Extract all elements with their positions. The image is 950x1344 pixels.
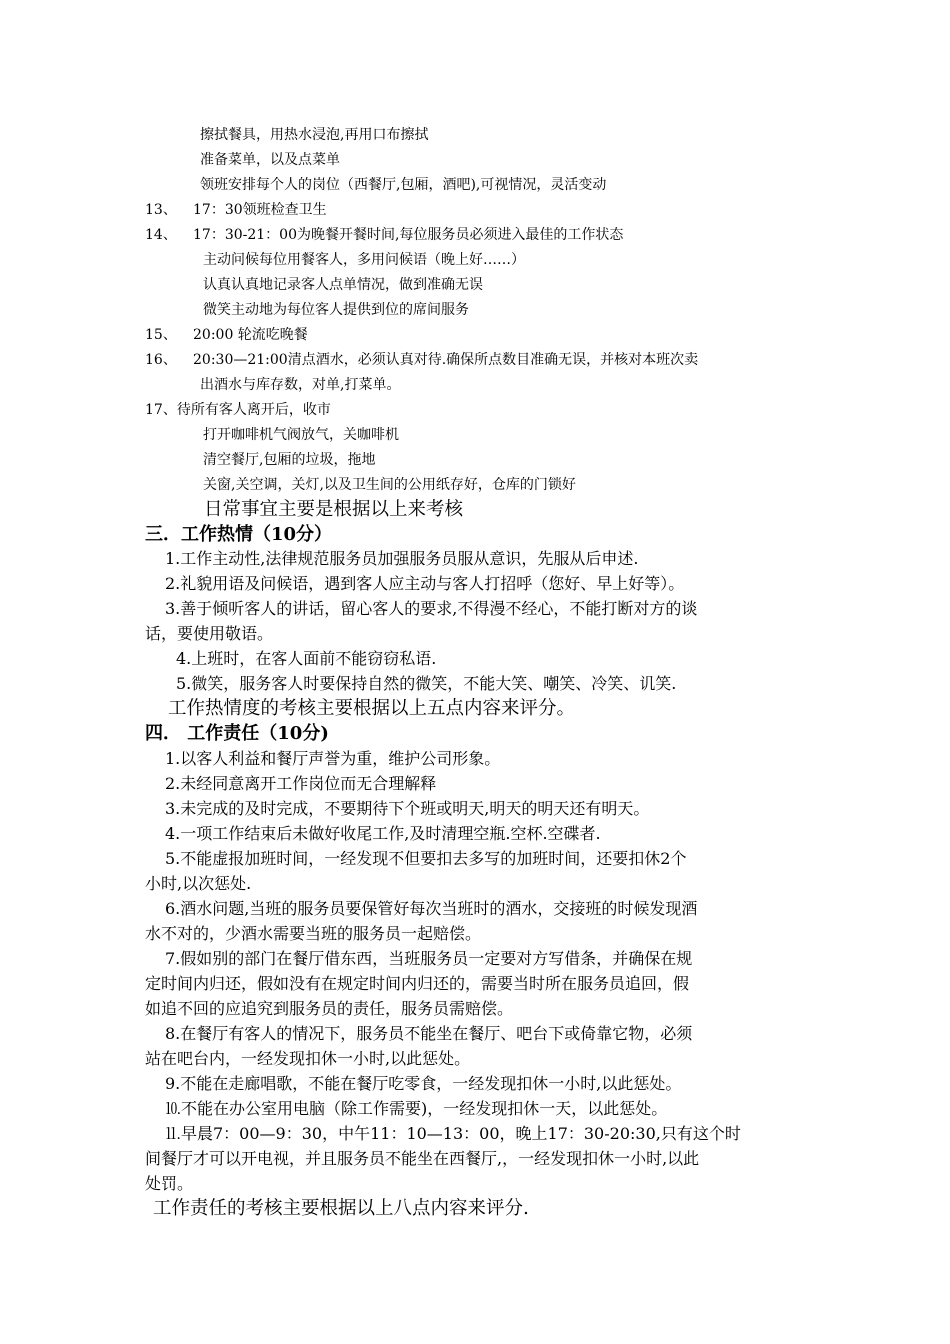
schedule-line: 擦拭餐具，用热水浸泡,再用口布擦拭 — [200, 127, 429, 143]
schedule-item-16 — [145, 353, 698, 367]
schedule-item-17: 17、待所有客人离开后，收市 — [145, 402, 331, 418]
section-summary: 工作责任的考核主要根据以上八点内容来评分. — [153, 1198, 529, 1219]
paragraph: 9.不能在走廊唱歌，不能在餐厅吃零食，一经发现扣休一小时,以此惩处。 — [165, 1074, 682, 1093]
item-number: 16、 — [145, 352, 177, 368]
schedule-line: 微笑主动地为每位客人提供到位的席间服务 — [203, 302, 469, 318]
paragraph: 1.工作主动性,法律规范服务员加强服务员服从意识，先服从后申述. — [165, 549, 639, 568]
item-number: 15、 — [145, 327, 177, 343]
item-text: 17：30领班检查卫生 — [193, 202, 327, 218]
paragraph: 5.微笑，服务客人时要保持自然的微笑，不能大笑、嘲笑、冷笑、讥笑. — [176, 674, 677, 693]
schedule-summary: 日常事宜主要是根据以上来考核 — [204, 499, 464, 520]
paragraph: 如追不回的应追究到服务员的责任，服务员需赔偿。 — [145, 999, 514, 1018]
paragraph: 处罚。 — [145, 1174, 194, 1193]
schedule-line: 清空餐厅,包厢的垃圾，拖地 — [203, 452, 376, 468]
paragraph: 7.假如别的部门在餐厅借东西，当班服务员一定要对方写借条，并确保在规 — [165, 949, 693, 968]
schedule-line: 出酒水与库存数，对单,打菜单。 — [200, 377, 401, 393]
paragraph: 定时间内归还，假如没有在规定时间内归还的，需要当时所在服务员追回，假 — [145, 974, 690, 993]
paragraph: 6.酒水问题,当班的服务员要保管好每次当班时的酒水，交接班的时候发现酒 — [165, 899, 698, 918]
section-heading-4: 四． 工作责任（10分) — [145, 723, 329, 744]
paragraph: 3.未完成的及时完成，不要期待下个班或明天,明天的明天还有明天。 — [165, 799, 650, 818]
paragraph: 1.以客人利益和餐厅声誉为重，维护公司形象。 — [165, 749, 501, 768]
item-text: 20:30—21:00清点酒水，必须认真对待.确保所点数目准确无误，并核对本班次卖 — [193, 352, 699, 368]
section-heading-3: 三．工作热情（10分） — [145, 524, 333, 545]
schedule-item-14 — [145, 228, 623, 242]
paragraph: 3.善于倾听客人的讲话，留心客人的要求,不得漫不经心，不能打断对方的谈 — [165, 599, 698, 618]
section-summary: 工作热情度的考核主要根据以上五点内容来评分。 — [168, 698, 576, 719]
paragraph: 5.不能虚报加班时间，一经发现不但要扣去多写的加班时间，还要扣休2个 — [165, 849, 687, 868]
paragraph: 间餐厅才可以开电视，并且服务员不能坐在西餐厅,，一经发现扣休一小时,以此 — [145, 1149, 700, 1168]
item-number: 14、 — [145, 227, 177, 243]
paragraph: 话，要使用敬语。 — [145, 624, 274, 643]
paragraph: ⒑不能在办公室用电脑（除工作需要)，一经发现扣休一天，以此惩处。 — [165, 1099, 668, 1118]
schedule-item-13 — [145, 203, 327, 217]
paragraph: 4.一项工作结束后未做好收尾工作,及时清理空瓶.空杯.空碟者. — [165, 824, 601, 843]
paragraph: 2.未经同意离开工作岗位而无合理解释 — [165, 774, 437, 793]
paragraph: 站在吧台内，一经发现扣休一小时,以此惩处。 — [145, 1049, 471, 1068]
paragraph: 水不对的，少酒水需要当班的服务员一起赔偿。 — [145, 924, 482, 943]
item-number: 13、 — [145, 202, 177, 218]
schedule-line: 领班安排每个人的岗位（西餐厅,包厢，酒吧),可视情况，灵活变动 — [200, 177, 607, 193]
paragraph: 小时,以次惩处. — [145, 874, 252, 893]
schedule-line: 准备菜单，以及点菜单 — [200, 152, 340, 168]
schedule-line: 主动问候每位用餐客人，多用问候语（晚上好……） — [203, 252, 525, 268]
paragraph: ⒒早晨7：00—9：30，中午11：10—13：00，晚上17：30-20:30,只有这个时 — [165, 1124, 741, 1143]
item-text: 17：30-21：00为晚餐开餐时间,每位服务员必须进入最佳的工作状态 — [193, 227, 624, 243]
schedule-line: 打开咖啡机气阀放气，关咖啡机 — [203, 427, 399, 443]
paragraph: 4.上班时，在客人面前不能窃窃私语. — [176, 649, 437, 668]
schedule-item-15 — [145, 328, 308, 342]
schedule-line: 认真认真地记录客人点单情况，做到准确无误 — [203, 277, 483, 293]
item-text: 20:00 轮流吃晚餐 — [193, 327, 308, 343]
paragraph: 8.在餐厅有客人的情况下，服务员不能坐在餐厅、吧台下或倚靠它物，必须 — [165, 1024, 693, 1043]
paragraph: 2.礼貌用语及问候语，遇到客人应主动与客人打招呼（您好、早上好等）。 — [165, 574, 685, 593]
schedule-line: 关窗,关空调，关灯,以及卫生间的公用纸存好，仓库的门锁好 — [203, 477, 576, 493]
